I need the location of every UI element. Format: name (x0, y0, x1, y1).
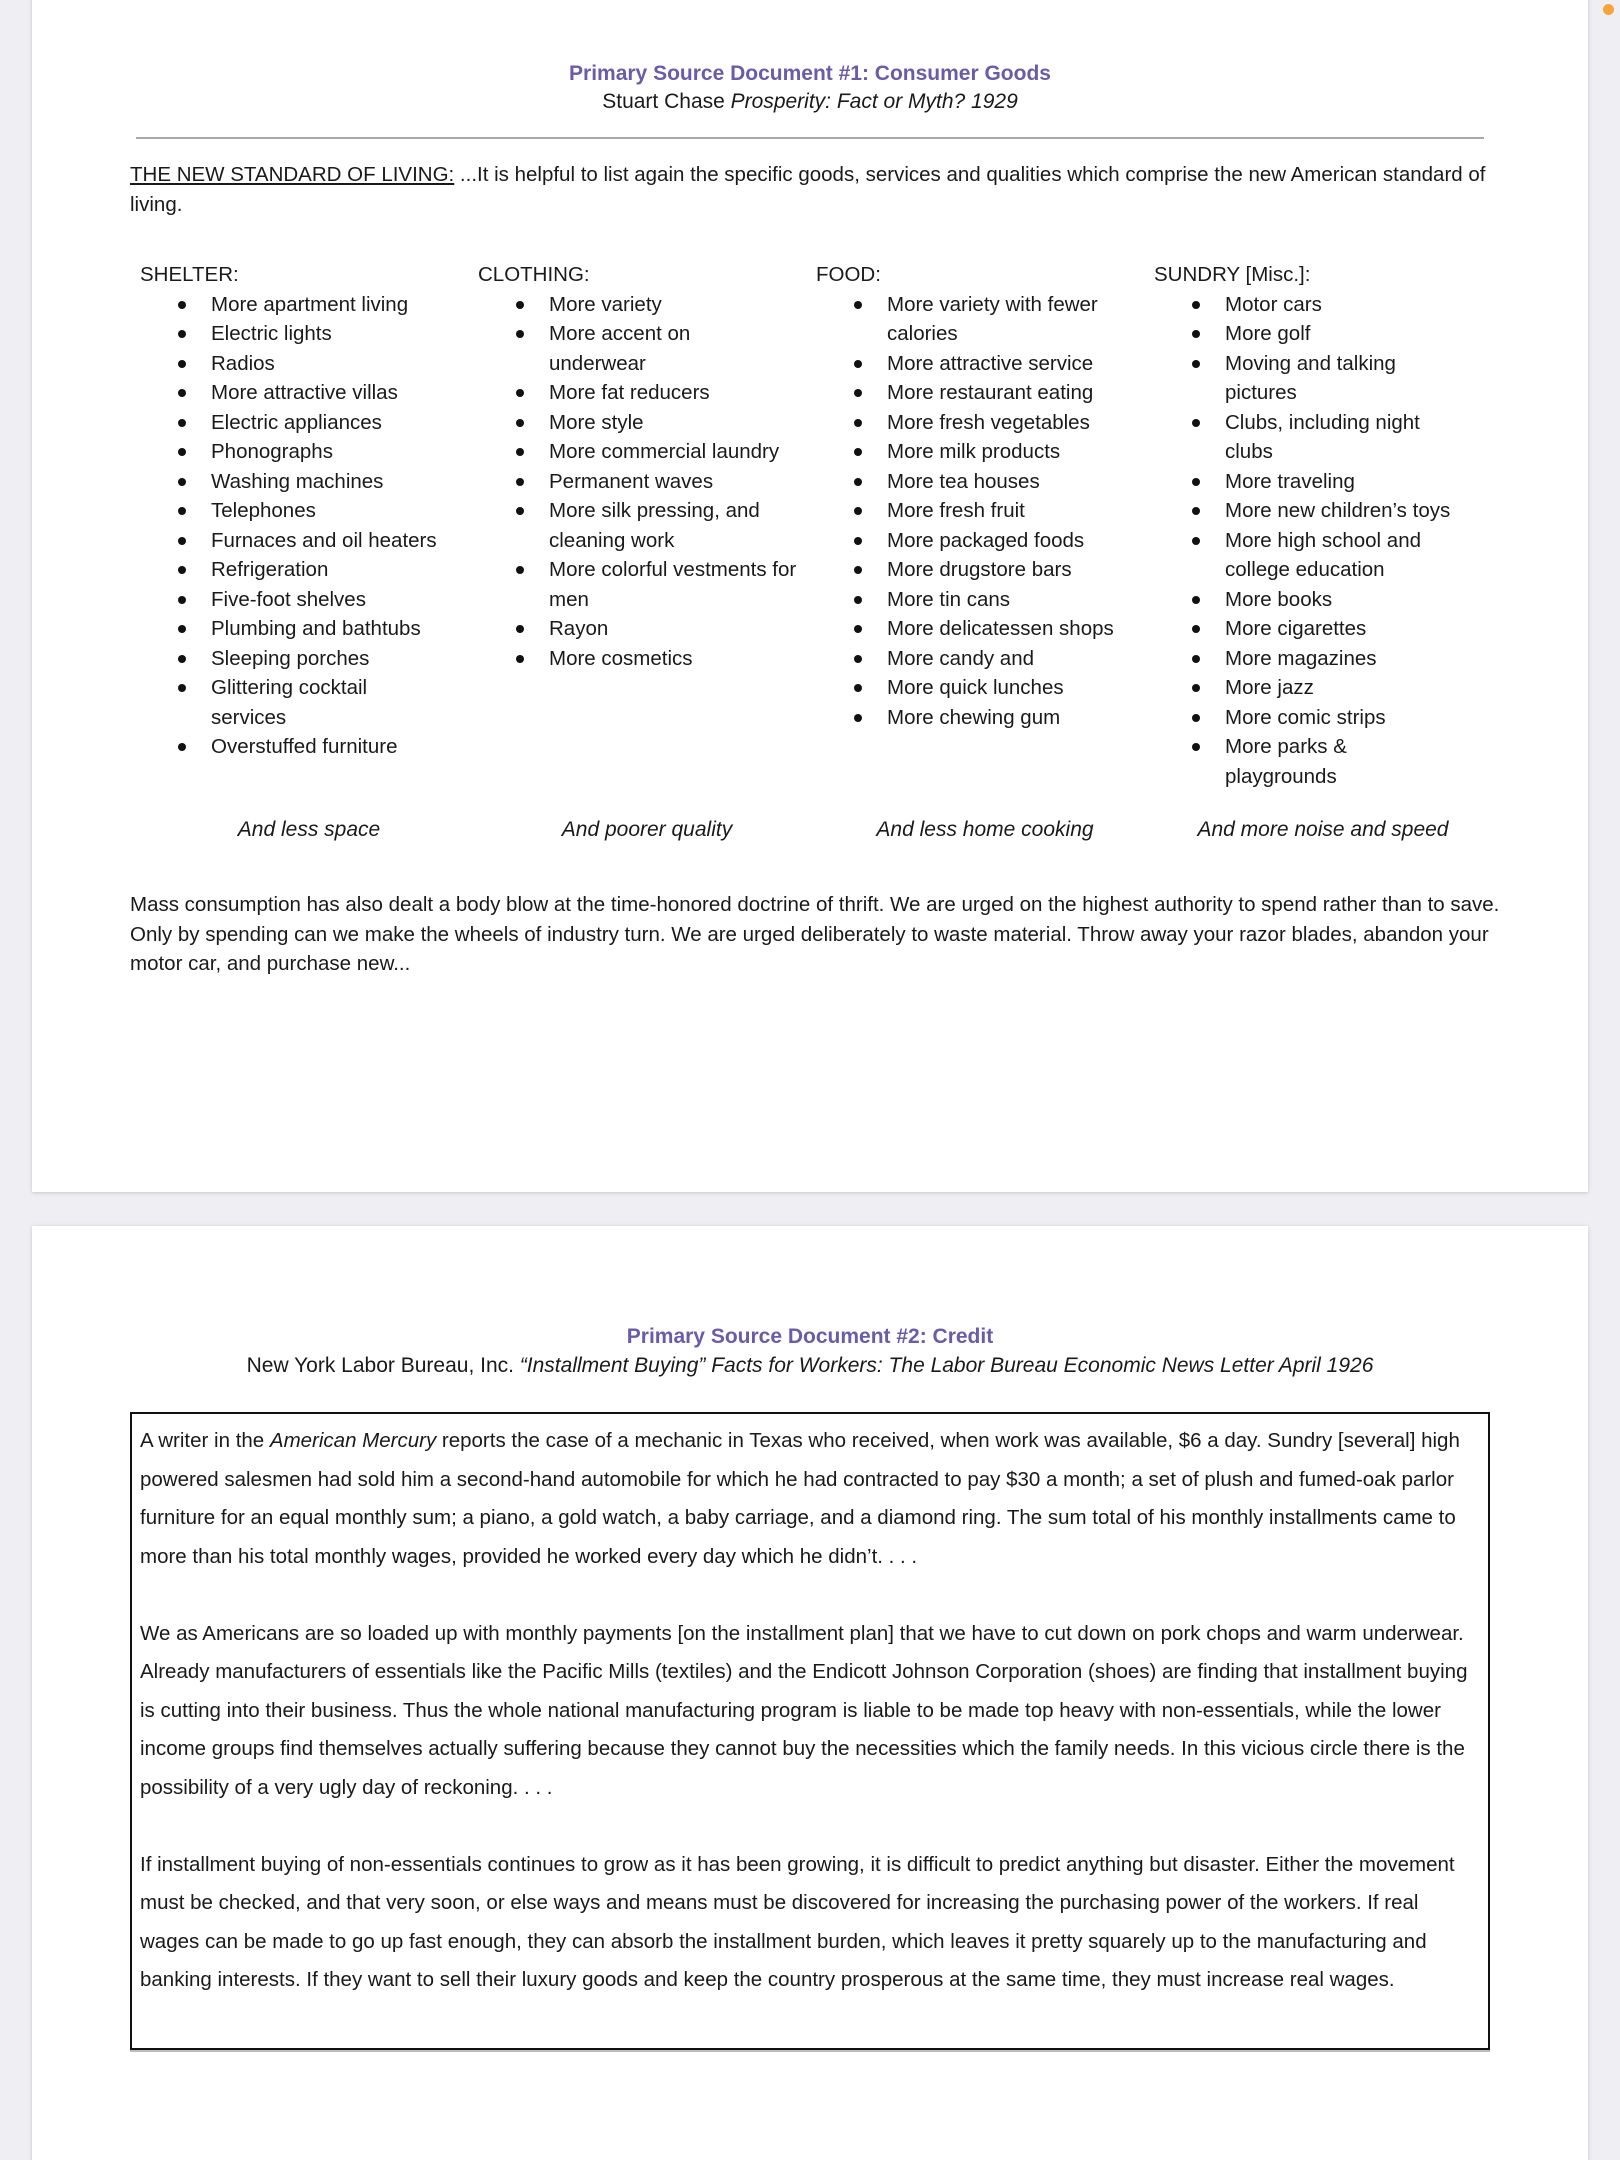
bullet-icon (854, 684, 862, 692)
list-item: More tin cans (816, 585, 1154, 615)
food-list (816, 290, 1154, 733)
bullet-icon (854, 360, 862, 368)
bullet-icon (1192, 507, 1200, 515)
list-item: Sleeping porches (140, 644, 478, 674)
bullet-icon (1192, 655, 1200, 663)
bullet-icon (516, 419, 524, 427)
bullet-icon (854, 714, 862, 722)
list-item: More silk pressing, and cleaning work (478, 496, 816, 555)
list-item: More golf (1154, 319, 1492, 349)
list-item: Glittering cocktail services (140, 673, 478, 732)
bullet-icon (178, 330, 186, 338)
list-item: More variety with fewer calories (816, 290, 1154, 349)
column-sundry (1154, 260, 1492, 791)
doc1-closing-paragraph: Mass consumption has also dealt a body blow at the time-honored doctrine of thrift. We are urged on the highest authority to spend rather than to save. Only by spending can we make the wheels of industry turn. We are urged deliberately to waste material. Throw away your razor blades, abandon your motor car, and purchase new... (130, 893, 1500, 975)
bullet-icon (516, 301, 524, 309)
list-item: More colorful vestments for men (478, 555, 816, 614)
list-item: More variety (478, 290, 816, 320)
intro-text: ...It is helpful to list again the specific goods, services and qualities which comprise the new American standard of living. (130, 163, 1486, 216)
bullet-icon (1192, 714, 1200, 722)
list-item: More cosmetics (478, 644, 816, 674)
quote-paragraph-2: We as Americans are so loaded up with monthly payments [on the installment plan] that we have to cut down on pork chops and warm underwear. Already manufacturers of essentials like the Pacific Mills (textiles) and the Endicott Johnson Corporation (shoes) are finding that installment buying is cutting into their business. Thus the whole national manufacturing program is liable to be made top heavy with non-essentials, while the lower income groups find themselves actually suffering because they cannot buy the necessities which the family needs. In this vicious circle there is the possibility of a very ugly day of reckoning. . . . (140, 1621, 1468, 1799)
list-item: Five-foot shelves (140, 585, 478, 615)
doc2-source (32, 1354, 1588, 1378)
bullet-icon (1192, 684, 1200, 692)
doc1-source (32, 90, 1588, 114)
column-heading: CLOTHING: (478, 263, 590, 286)
bullet-icon (854, 596, 862, 604)
list-item: Telephones (140, 496, 478, 526)
bullet-icon (854, 537, 862, 545)
list-item: More fresh vegetables (816, 408, 1154, 438)
list-item: Refrigeration (140, 555, 478, 585)
bullet-icon (178, 360, 186, 368)
list-item: Clubs, including night clubs (1154, 408, 1492, 467)
list-item: More quick lunches (816, 673, 1154, 703)
column-clothing (478, 260, 816, 673)
list-item: Rayon (478, 614, 816, 644)
bullet-icon (516, 330, 524, 338)
column-footer-shelter: And less space (237, 818, 381, 841)
column-footer-food: And less home cooking (876, 818, 1094, 841)
list-item: More candy and (816, 644, 1154, 674)
shelter-list (140, 290, 478, 762)
bullet-icon (178, 566, 186, 574)
list-item: Motor cars (1154, 290, 1492, 320)
quote-paragraph-3: If installment buying of non-essentials continues to grow as it has been growing, it is difficult to predict anything but disaster. Either the movement must be checked, and that very soon, or else ways and means must be discovered for increasing the purchasing power of the workers. If real wages can be made to go up fast enough, they can absorb the installment burden, which leaves it pretty squarely up to the manufacturing and banking interests. If they want to sell their luxury goods and keep the country prosperous at the same time, they must increase real wages. (140, 1852, 1455, 1991)
list-item: More fat reducers (478, 378, 816, 408)
bullet-icon (854, 655, 862, 663)
list-item: More attractive service (816, 349, 1154, 379)
bullet-icon (516, 625, 524, 633)
list-item: More restaurant eating (816, 378, 1154, 408)
document-page-1 (32, 0, 1588, 1192)
list-item: More fresh fruit (816, 496, 1154, 526)
list-item: More new children’s toys (1154, 496, 1492, 526)
bullet-icon (1192, 419, 1200, 427)
bullet-icon (516, 448, 524, 456)
list-item: More drugstore bars (816, 555, 1154, 585)
list-item: More tea houses (816, 467, 1154, 497)
bullet-icon (1192, 301, 1200, 309)
sundry-list (1154, 290, 1492, 792)
bullet-icon (178, 537, 186, 545)
intro-heading: THE NEW STANDARD OF LIVING: (130, 163, 455, 186)
list-item: Washing machines (140, 467, 478, 497)
bullet-icon (516, 507, 524, 515)
list-item: More magazines (1154, 644, 1492, 674)
list-item: More style (478, 408, 816, 438)
column-footer-clothing: And poorer quality (561, 818, 733, 841)
doc1-source-author: Stuart Chase (602, 90, 731, 113)
bullet-icon (178, 478, 186, 486)
bullet-icon (178, 596, 186, 604)
list-item: More cigarettes (1154, 614, 1492, 644)
bullet-icon (854, 566, 862, 574)
publication-name: American Mercury (269, 1429, 437, 1452)
list-item: Phonographs (140, 437, 478, 467)
list-item: More commercial laundry (478, 437, 816, 467)
bullet-icon (1192, 596, 1200, 604)
list-item: More comic strips (1154, 703, 1492, 733)
bullet-icon (178, 448, 186, 456)
bullet-icon (178, 743, 186, 751)
doc1-intro (130, 160, 1510, 219)
scroll-indicator-dot (1603, 4, 1614, 15)
bullet-icon (178, 655, 186, 663)
list-item: More delicatessen shops (816, 614, 1154, 644)
bullet-icon (516, 478, 524, 486)
list-item: Overstuffed furniture (140, 732, 478, 762)
column-heading: SHELTER: (140, 263, 239, 286)
list-item: More traveling (1154, 467, 1492, 497)
bullet-icon (178, 684, 186, 692)
clothing-list (478, 290, 816, 674)
column-food (816, 260, 1154, 732)
list-item: More apartment living (140, 290, 478, 320)
list-item: Permanent waves (478, 467, 816, 497)
list-item: Radios (140, 349, 478, 379)
bullet-icon (854, 625, 862, 633)
bullet-icon (178, 419, 186, 427)
bullet-icon (1192, 360, 1200, 368)
list-item: More books (1154, 585, 1492, 615)
bullet-icon (178, 301, 186, 309)
bullet-icon (1192, 537, 1200, 545)
bullet-icon (1192, 330, 1200, 338)
column-footer-sundry: And more noise and speed (1197, 818, 1449, 841)
bullet-icon (178, 389, 186, 397)
list-item: Furnaces and oil heaters (140, 526, 478, 556)
list-item: More parks & playgrounds (1154, 732, 1492, 791)
bullet-icon (516, 389, 524, 397)
doc2-title: Primary Source Document #2: Credit (626, 1325, 994, 1348)
list-item: More chewing gum (816, 703, 1154, 733)
doc1-source-work: Prosperity: Fact or Myth? 1929 (730, 90, 1018, 113)
doc2-source-work: “Installment Buying” Facts for Workers: The Labor Bureau Economic News Letter April 1926 (519, 1354, 1374, 1377)
doc1-title: Primary Source Document #1: Consumer Goods (569, 62, 1051, 85)
bullet-icon (854, 507, 862, 515)
list-item: More accent on underwear (478, 319, 816, 378)
list-item: Electric appliances (140, 408, 478, 438)
bullet-icon (1192, 478, 1200, 486)
list-item: Plumbing and bathtubs (140, 614, 478, 644)
bullet-icon (854, 448, 862, 456)
column-heading: FOOD: (816, 263, 881, 286)
bullet-icon (516, 566, 524, 574)
quote-paragraph-1: A writer in the American Mercury reports the case of a mechanic in Texas who received, when work was available, $6 a day. Sundry [several] high powered salesmen had sold him a second-hand automobile for which he had contracted to pay $30 a month; a set of plush and fumed-oak parlor furniture for an equal monthly sum; a piano, a gold watch, a baby carriage, and a diamond ring. The sum total of his monthly installments came to more than his total monthly wages, provided he worked every day which he didn’t. . . . (140, 1429, 1460, 1568)
list-item: Electric lights (140, 319, 478, 349)
doc2-quote-box (130, 1412, 1490, 2050)
bullet-icon (854, 478, 862, 486)
bullet-icon (178, 625, 186, 633)
header-divider (136, 137, 1484, 139)
document-page-2 (32, 1226, 1588, 2160)
doc2-source-author: New York Labor Bureau, Inc. (246, 1354, 520, 1377)
list-item: More jazz (1154, 673, 1492, 703)
bullet-icon (516, 655, 524, 663)
column-heading: SUNDRY [Misc.]: (1154, 263, 1311, 286)
list-item: More high school and college education (1154, 526, 1492, 585)
bullet-icon (1192, 743, 1200, 751)
bullet-icon (1192, 625, 1200, 633)
list-item: Moving and talking pictures (1154, 349, 1492, 408)
list-item: More milk products (816, 437, 1154, 467)
bullet-icon (854, 389, 862, 397)
bullet-icon (854, 419, 862, 427)
list-item: More attractive villas (140, 378, 478, 408)
column-shelter (140, 260, 478, 762)
bullet-icon (178, 507, 186, 515)
list-item: More packaged foods (816, 526, 1154, 556)
bullet-icon (854, 301, 862, 309)
